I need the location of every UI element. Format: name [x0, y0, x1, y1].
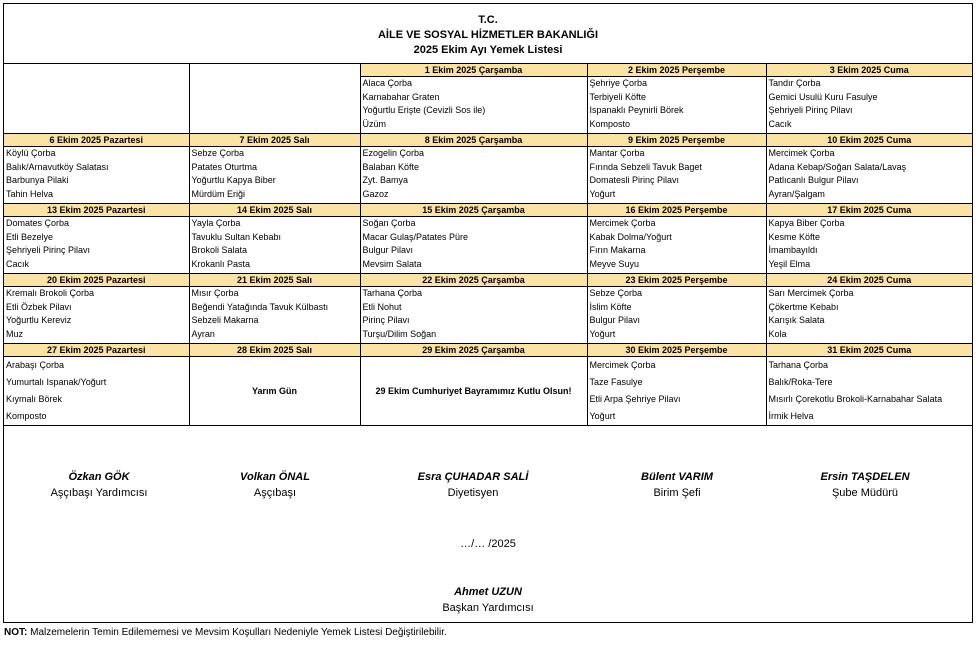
holiday-cell: 29 Ekim Cumhuriyet Bayramımız Kutlu Olsun! [360, 357, 587, 426]
menu-item: Soğan Çorba [362, 218, 416, 228]
menu-item: Etli Arpa Şehriye Pilavı [589, 394, 681, 404]
day-header: 6 Ekim 2025 Pazartesi [4, 134, 189, 147]
menu-item: Kabak Dolma/Yoğurt [589, 231, 672, 242]
day-header: 3 Ekim 2025 Cuma [766, 64, 972, 77]
day-menu [4, 217, 189, 274]
signature-title: Şube Müdürü [831, 487, 899, 499]
menu-item: Yumurtalı Ispanak/Yoğurt [6, 377, 107, 387]
day-menu [189, 287, 360, 344]
header-line-tc: T.C. [478, 14, 498, 26]
menu-item: Sebze Çorba [191, 148, 245, 158]
menu-item: Fırında Sebzeli Tavuk Baget [589, 161, 702, 172]
menu-item: Cacık [6, 259, 30, 270]
menu-item: Yeşil Elma [768, 259, 811, 270]
signature-name: Özkan GÖK [68, 471, 130, 483]
header-list-title: 2025 Ekim Ayı Yemek Listesi [413, 44, 563, 56]
menu-item: Arabaşı Çorba [6, 360, 65, 370]
menu-item: Beğendi Yatağında Tavuk Külbastı [191, 301, 329, 312]
document-frame [3, 3, 973, 623]
menu-item: Karnabahar Graten [362, 91, 440, 102]
day-menu [587, 287, 766, 344]
menu-item: Yoğurtlu Kapya Biber [191, 175, 276, 186]
day-header: 22 Ekim 2025 Çarşamba [360, 274, 587, 287]
day-header: 16 Ekim 2025 Perşembe [587, 204, 766, 217]
menu-row [4, 357, 972, 426]
menu-item: Sebzeli Makarna [191, 315, 259, 326]
day-header: 15 Ekim 2025 Çarşamba [360, 204, 587, 217]
menu-item: İmambayıldı [768, 245, 818, 256]
menu-item: Mercimek Çorba [768, 148, 835, 158]
day-menu [4, 147, 189, 204]
footer-note [4, 627, 447, 638]
day-menu [587, 217, 766, 274]
menu-item: Mercimek Çorba [589, 218, 656, 228]
menu-item: Macar Gulaş/Patates Püre [362, 231, 469, 242]
menu-item: Ezogelin Çorba [362, 148, 425, 158]
day-menu [587, 147, 766, 204]
menu-item: İslim Köfte [589, 301, 632, 312]
day-header: 1 Ekim 2025 Çarşamba [360, 64, 587, 77]
day-menu [4, 357, 189, 426]
day-header: 29 Ekim 2025 Çarşamba [360, 344, 587, 357]
menu-item: Komposto [6, 411, 47, 421]
menu-item: Tarhana Çorba [362, 288, 423, 298]
day-menu [766, 77, 972, 134]
day-header [189, 64, 360, 77]
day-header: 21 Ekim 2025 Salı [189, 274, 360, 287]
menu-item: Yoğurt [589, 189, 616, 200]
menu-item: Patlıcanlı Bulgur Pilavı [768, 175, 859, 186]
signature-name: Ersin TAŞDELEN [820, 471, 910, 483]
menu-item: Gemici Usulü Kuru Fasulye [768, 91, 878, 102]
menu-item: Ispanaklı Peynirli Börek [589, 105, 684, 116]
menu-item: Şehriyeli Pirinç Pilavı [768, 105, 853, 116]
menu-item: Şehriyeli Pirinç Pilavı [6, 245, 91, 256]
menu-item: Pirinç Pilavı [362, 315, 410, 326]
day-menu [587, 357, 766, 426]
menu-table [4, 64, 972, 426]
day-header: 10 Ekim 2025 Cuma [766, 134, 972, 147]
day-menu [4, 77, 189, 134]
day-header: 24 Ekim 2025 Cuma [766, 274, 972, 287]
menu-item: Barbunya Pilaki [6, 175, 69, 186]
menu-item: Domates Çorba [6, 218, 70, 228]
menu-item: Etli Özbek Pilavı [6, 301, 72, 312]
menu-item: Taze Fasulye [589, 377, 643, 387]
day-menu [360, 147, 587, 204]
signature-title: Aşçıbaşı [253, 487, 297, 499]
menu-item: Tahin Helva [6, 189, 54, 200]
signature-name: Esra ÇUHADAR SALİ [417, 471, 529, 483]
menu-item: Meyve Suyu [589, 259, 640, 270]
signature-block [4, 469, 194, 501]
day-menu [587, 77, 766, 134]
day-menu [766, 147, 972, 204]
day-header: 30 Ekim 2025 Perşembe [587, 344, 766, 357]
header-ministry: AİLE VE SOSYAL HİZMETLER BAKANLIĞI [377, 29, 599, 41]
menu-item: Balık/Roka-Tere [768, 377, 833, 387]
menu-item: Etli Nohut [362, 301, 402, 312]
day-menu [360, 217, 587, 274]
day-header-row [4, 64, 972, 77]
menu-item: Komposto [589, 119, 631, 130]
day-header: 7 Ekim 2025 Salı [189, 134, 360, 147]
menu-item: Çökertme Kebabı [768, 301, 839, 312]
menu-item: Muz [6, 329, 24, 340]
menu-item: Yoğurtlu Erişte (Cevizli Sos ile) [362, 105, 486, 116]
menu-item: Kapya Biber Çorba [768, 218, 845, 228]
menu-item: Yoğurtlu Kereviz [6, 315, 72, 326]
signature-title: Diyetisyen [447, 487, 499, 499]
day-menu [766, 287, 972, 344]
menu-item: Tavuklu Sultan Kebabı [191, 231, 282, 242]
day-header: 27 Ekim 2025 Pazartesi [4, 344, 189, 357]
menu-item: Mürdüm Eriği [191, 189, 246, 200]
menu-item: Bulgur Pilavı [589, 315, 641, 326]
half-day-cell: Yarım Gün [189, 357, 360, 426]
day-menu [189, 77, 360, 134]
day-menu [766, 357, 972, 426]
day-header: 13 Ekim 2025 Pazartesi [4, 204, 189, 217]
day-header: 2 Ekim 2025 Perşembe [587, 64, 766, 77]
day-menu [360, 287, 587, 344]
note-label: NOT: [4, 627, 28, 638]
menu-item: Kremalı Brokoli Çorba [6, 288, 95, 298]
menu-item: Etli Bezelye [6, 231, 54, 242]
menu-item: Karışık Salata [768, 315, 825, 326]
day-header-row [4, 274, 972, 287]
menu-item: Kesme Köfte [768, 231, 821, 242]
signature-name: Volkan ÖNAL [240, 471, 310, 483]
document-header [4, 4, 972, 64]
menu-item: Ayran/Şalgam [768, 189, 825, 200]
signature-title: Aşçıbaşı Yardımcısı [50, 487, 148, 499]
menu-item: Yayla Çorba [191, 218, 241, 228]
day-header [4, 64, 189, 77]
signature-block [770, 469, 960, 501]
menu-item: Sebze Çorba [589, 288, 643, 298]
menu-item: Balık/Arnavutköy Salatası [6, 161, 109, 172]
menu-row [4, 217, 972, 274]
day-header: 28 Ekim 2025 Salı [189, 344, 360, 357]
menu-item: Köylü Çorba [6, 148, 56, 158]
menu-item: Krokanlı Pasta [191, 259, 251, 270]
day-header: 17 Ekim 2025 Cuma [766, 204, 972, 217]
day-menu [4, 287, 189, 344]
menu-item: Adana Kebap/Soğan Salata/Lavaş [768, 161, 907, 172]
signature-name: Bülent VARIM [641, 471, 713, 483]
day-menu [189, 217, 360, 274]
day-menu [360, 77, 587, 134]
menu-item: Yoğurt [589, 329, 616, 340]
signature-block [180, 469, 370, 501]
day-header-row [4, 204, 972, 217]
menu-item: Üzüm [362, 119, 387, 130]
menu-item: Mısır Çorba [191, 288, 239, 298]
menu-row [4, 287, 972, 344]
day-header: 14 Ekim 2025 Salı [189, 204, 360, 217]
menu-item: Domatesli Pirinç Pilavı [589, 175, 680, 186]
menu-item: Balaban Köfte [362, 161, 420, 172]
menu-item: Gazoz [362, 189, 389, 200]
menu-item: Fırın Makarna [589, 245, 646, 256]
menu-item: Kola [768, 329, 787, 340]
menu-item: Cacık [768, 119, 792, 130]
day-header-row [4, 134, 972, 147]
day-header: 20 Ekim 2025 Pazartesi [4, 274, 189, 287]
menu-item: Patates Oturtma [191, 161, 258, 172]
menu-item: Yoğurt [589, 411, 616, 421]
date-line: …/… /2025 [460, 538, 516, 550]
menu-item: İrmik Helva [768, 411, 814, 421]
menu-item: Bulgur Pilavı [362, 245, 414, 256]
menu-item: Mantar Çorba [589, 148, 645, 158]
menu-item: Turşu/Dilim Soğan [362, 329, 437, 340]
day-header: 23 Ekim 2025 Perşembe [587, 274, 766, 287]
menu-item: Kıymalı Börek [6, 394, 63, 404]
note-text: Malzemelerin Temin Edilememesi ve Mevsim Koşulları Nedeniyle Yemek Listesi Değiştirilebilir. [27, 627, 447, 638]
menu-item: Şehriye Çorba [589, 78, 648, 88]
day-header: 8 Ekim 2025 Çarşamba [360, 134, 587, 147]
menu-item: Zyt. Bamya [362, 175, 409, 186]
menu-item: Alaca Çorba [362, 78, 413, 88]
menu-item: Brokoli Salata [191, 245, 248, 256]
approver-block [4, 584, 972, 616]
approver-name: Ahmet UZUN [454, 586, 522, 598]
day-header: 31 Ekim 2025 Cuma [766, 344, 972, 357]
menu-item: Terbiyeli Köfte [589, 91, 647, 102]
signature-block [582, 469, 772, 501]
menu-item: Tarhana Çorba [768, 360, 829, 370]
menu-item: Sarı Mercimek Çorba [768, 288, 854, 298]
menu-item: Tandır Çorba [768, 78, 821, 88]
menu-item: Mısırlı Çorekotlu Brokoli-Karnabahar Salata [768, 394, 943, 404]
day-menu [766, 217, 972, 274]
menu-item: Mevsim Salata [362, 259, 422, 270]
menu-row [4, 147, 972, 204]
menu-item: Ayran [191, 329, 215, 340]
day-header: 9 Ekim 2025 Perşembe [587, 134, 766, 147]
approver-title: Başkan Yardımcısı [442, 602, 534, 614]
menu-row [4, 77, 972, 134]
signature-title: Birim Şefi [653, 487, 701, 499]
day-header-row [4, 344, 972, 357]
day-menu [189, 147, 360, 204]
menu-item: Mercimek Çorba [589, 360, 656, 370]
signature-block [378, 469, 568, 501]
